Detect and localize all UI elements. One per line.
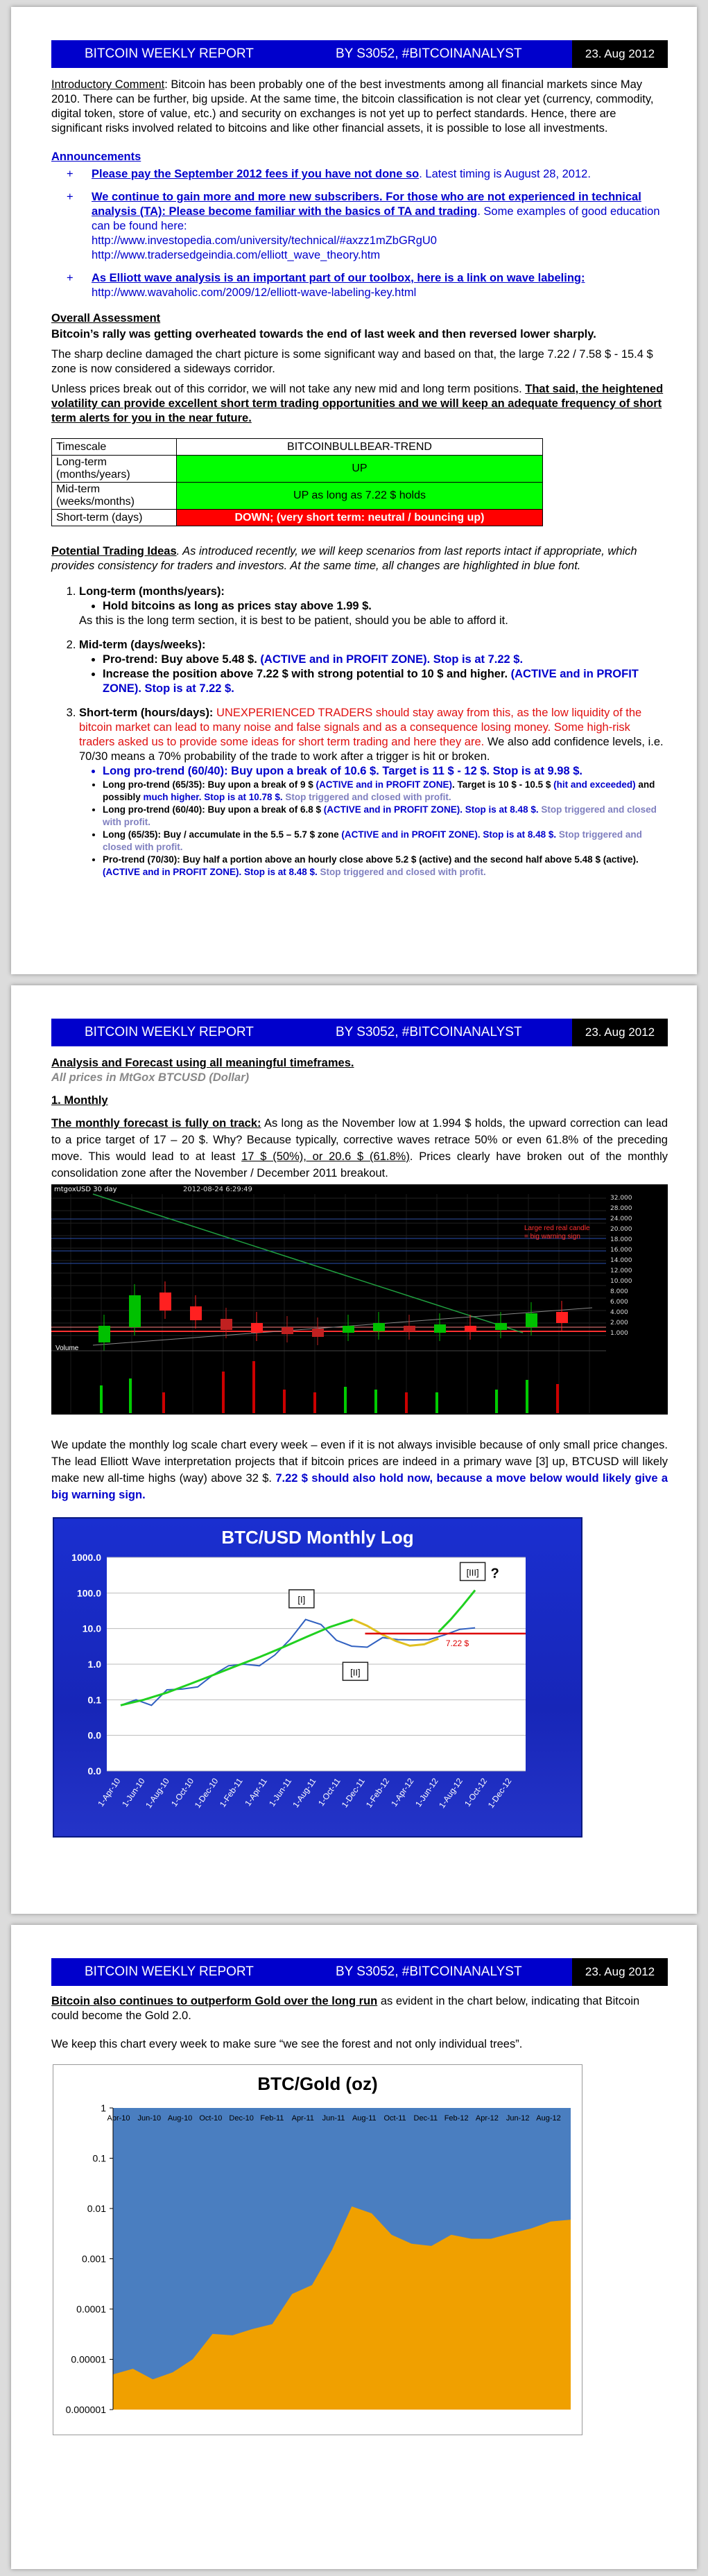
candle [343, 1326, 354, 1333]
outperform-paragraph [51, 1994, 668, 2023]
support-label: 7.22 $ [445, 1638, 469, 1648]
candle [434, 1324, 446, 1333]
announcement-text: . Latest timing is August 28, 2012. [419, 168, 591, 180]
volume-bar [313, 1392, 316, 1413]
volume-bar [526, 1380, 528, 1413]
announcement-text: . Some examples of good education can be found here: [92, 205, 660, 232]
volume-bar [435, 1392, 438, 1413]
announcement-item [67, 167, 668, 182]
intro-paragraph [51, 78, 668, 136]
y-tick-label: 0.00001 [71, 2353, 106, 2365]
wave-label: [II] [350, 1667, 361, 1678]
idea-text: Pro-trend: Buy above 5.48 $. [103, 653, 261, 666]
candle [526, 1313, 537, 1327]
idea-text: Increase the position above 7.22 $ with strong potential to 10 $ and higher. [103, 668, 511, 680]
candle [404, 1326, 415, 1331]
idea-text: Long pro-trend (65/35): Buy upon a break of 9 $ [103, 779, 316, 790]
header-title: BITCOIN WEEKLY REPORT [85, 1964, 254, 1979]
report-header [51, 1958, 668, 1986]
y-tick-label: 32.000 [610, 1195, 632, 1202]
idea-status: (ACTIVE and in PROFIT ZONE). Stop is at 8.48 $. [341, 829, 557, 840]
section-title: Short-term (hours/days): [79, 707, 217, 719]
chart-title: BTC/USD Monthly Log [221, 1527, 414, 1548]
y-tick-label: 0.0 [87, 1729, 101, 1741]
x-tick-label: 1-Feb-11 [217, 1776, 245, 1809]
update-warning: 7.22 $ should also hold now, because a move below would likely give a big warning sign. [51, 1472, 668, 1501]
x-tick-label: Feb-12 [444, 2114, 469, 2123]
volume-bar [162, 1392, 165, 1413]
trading-ideas-text: . As introduced recently, we will keep scenarios from last reports intact if appropriate, which provides consistency for traders and investors. At the same time, all changes are highlighted in blue font. [51, 545, 637, 572]
wave-label: [I] [297, 1594, 306, 1605]
announcement-link[interactable]: We continue to gain more and more new subscribers. For those who are not experienced in technical analysis (TA): Please become familiar with the basics of TA and trading [92, 191, 641, 218]
announcement-item [67, 271, 668, 300]
forest-paragraph: We keep this chart every week to make sure “we see the forest and not only individual trees”. [51, 2038, 523, 2050]
idea-text: and possibly [103, 779, 655, 802]
candle [556, 1312, 568, 1323]
y-tick-label: 8.000 [610, 1288, 628, 1295]
table-row [52, 510, 543, 526]
monthly-text: As long as the November low at 1.994 $ holds, the upward correction can lead to a price target of 17 – 20 $. Why? Because typically, corrective waves retrace 50% or even 61.8% of the preceding move. This would lead to at least [51, 1117, 668, 1163]
chart-timestamp: 2012-08-24 6:29:49 [183, 1186, 252, 1193]
y-tick-label: 12.000 [610, 1268, 632, 1274]
candle [495, 1323, 507, 1330]
x-tick-label: Jun-11 [322, 2114, 345, 2123]
overall-paragraph: The sharp decline damaged the chart picture is some significant way and based on that, the large 7.22 / 7.58 $ - 15.4 $ zone is now considered a sideways corridor. [51, 348, 653, 375]
overall-text: Unless prices break out of this corridor, we will not take any new mid and long term positions. [51, 383, 526, 395]
idea-text: Long pro-trend (60/40): Buy upon a break of 6.8 $ [103, 804, 324, 815]
x-tick-label: 1-Dec-11 [339, 1776, 367, 1810]
volume-bar [129, 1378, 132, 1413]
y-tick-label: 1000.0 [71, 1552, 101, 1563]
table-cell: Short-term (days) [52, 510, 177, 526]
volume-bar [495, 1390, 498, 1413]
idea-closed: Stop triggered and closed with profit. [282, 792, 451, 802]
x-tick-label: 1-Apr-10 [96, 1776, 123, 1808]
wave-label: [III] [466, 1567, 479, 1578]
y-tick-label: 100.0 [76, 1587, 101, 1599]
idea-item [103, 829, 668, 854]
table-header: BITCOINBULLBEAR-TREND [177, 439, 543, 456]
idea-item [103, 804, 668, 829]
trend-cell: DOWN; (very short term: neutral / bouncing up) [177, 510, 543, 526]
announcement-link[interactable]: Please pay the September 2012 fees if you have not done so [92, 168, 420, 180]
overall-assessment-title: Overall Assessment [51, 312, 161, 325]
report-header [51, 40, 668, 68]
volume-bar [100, 1385, 103, 1413]
question-mark: ? [490, 1566, 499, 1582]
monthly-targets: 17 $ (50%), or 20.6 $ (61.8%) [241, 1150, 410, 1163]
idea-status: (ACTIVE and in PROFIT ZONE). Stop is at 7.22 $. [103, 668, 639, 695]
idea-closed: Stop triggered and closed with profit. [103, 804, 657, 827]
report-header [51, 1019, 668, 1046]
intro-text: : Bitcoin has been probably one of the best investments among all financial markets since May 2010. There can be further, big upside. At the same time, the bitcoin classification is not clear yet (currency, commodity, digital token, store of value, etc.) and security on exchanges is not yet up to perfect standards. Hence, there are significant risks involved related to bitcoins and like other financial assets, it is possible to lose all investments. [51, 78, 654, 135]
log-chart-svg [54, 1519, 581, 1836]
update-paragraph [51, 1437, 668, 1503]
long-term-section [79, 585, 668, 628]
table-cell: Long-term (months/years) [52, 456, 177, 483]
section-note: As this is the long term section, it is best to be patient, should you be able to afford it. [79, 614, 508, 627]
x-tick-label: 1-Jun-11 [267, 1776, 294, 1808]
chart-title: BTC/Gold (oz) [257, 2073, 378, 2094]
idea-item: • Long pro-trend (60/40): Buy upon a break of 10.6 $. Target is 11 $ - 12 $. Stop is at 9.98 $. [103, 764, 668, 779]
y-tick-label: 0.1 [92, 2152, 106, 2164]
analysis-subtitle: All prices in MtGox BTCUSD (Dollar) [51, 1071, 250, 1084]
x-tick-label: Jun-12 [506, 2114, 530, 2123]
header-author: BY S3052, #BITCOINANALYST [336, 46, 522, 61]
idea-item [103, 667, 668, 696]
warning-text: UNEXPERIENCED TRADERS should stay away from this, as the low liquidity of the bitcoin market can lead to many noise and false signals and as a consequence losing money. Some high-risk traders asked us to provide some ideas for short term trading and here they are. [79, 707, 642, 748]
y-tick-label: 20.000 [610, 1226, 632, 1233]
header-date: 23. Aug 2012 [572, 1958, 668, 1986]
short-term-section [79, 706, 668, 879]
analysis-title: Analysis and Forecast using all meaningful timeframes. [51, 1057, 354, 1069]
section-note: We also add confidence levels, i.e. 70/30 means a 70% probability of the trade to work after a trigger is hit or broken. [79, 736, 664, 763]
volume-bar [252, 1361, 255, 1413]
x-tick-label: Apr-12 [475, 2114, 499, 2123]
overall-paragraph [51, 382, 668, 426]
idea-item: • Hold bitcoins as long as prices stay above 1.99 $. [103, 599, 668, 614]
idea-status: (hit and exceeded) [553, 779, 636, 790]
intro-label: Introductory Comment [51, 78, 165, 91]
x-tick-label: Apr-10 [107, 2114, 130, 2123]
section-title: Mid-term (days/weeks): [79, 639, 206, 651]
idea-status: (ACTIVE and in PROFIT ZONE) [316, 779, 453, 790]
y-tick-label: 14.000 [610, 1257, 632, 1264]
idea-text: Pro-trend (70/30): Buy half a portion above an hourly close above 5.2 $ (active) and the second half above 5.48 $ (active). [103, 854, 639, 865]
table-header: Timescale [52, 439, 177, 456]
idea-closed: Stop triggered and closed with profit. [317, 867, 486, 877]
x-tick-label: Apr-11 [291, 2114, 314, 2123]
x-tick-label: 1-Oct-11 [316, 1776, 343, 1808]
volume-bar [405, 1392, 408, 1413]
x-tick-label: 1-Apr-12 [389, 1776, 416, 1808]
table-row [52, 483, 543, 510]
volume-bar [283, 1390, 286, 1413]
idea-item [103, 652, 668, 667]
x-tick-label: Oct-11 [383, 2114, 406, 2123]
x-tick-label: 1-Oct-12 [462, 1776, 490, 1808]
btcgold-chart-svg [53, 2065, 582, 2435]
x-tick-label: Aug-11 [352, 2114, 377, 2123]
monthly-lead: The monthly forecast is fully on track: [51, 1117, 261, 1130]
trading-ideas-intro [51, 544, 668, 573]
candlestick-svg [51, 1184, 668, 1426]
candle [251, 1323, 263, 1333]
x-tick-label: Dec-11 [413, 2114, 438, 2123]
table-header-row [52, 439, 543, 456]
idea-item [103, 854, 668, 879]
section-title: Long-term (months/years): [79, 585, 225, 598]
y-tick-label: 28.000 [610, 1205, 632, 1212]
wave-labeling-link[interactable]: http://www.wavaholic.com/2009/12/elliott-wave-labeling-key.html [92, 286, 417, 299]
announcement-link[interactable]: As Elliott wave analysis is an important part of our toolbox, here is a link on wave labeling: [92, 272, 585, 284]
trading-ideas-list [79, 585, 668, 879]
warning-annotation: Large red real candle [524, 1225, 590, 1232]
report-page-3 [11, 1925, 697, 2569]
x-tick-label: Oct-10 [199, 2114, 223, 2123]
education-link[interactable]: http://www.tradersedgeindia.com/elliott_wave_theory.htm [92, 249, 381, 261]
trend-table [51, 438, 543, 526]
x-tick-label: 1-Aug-12 [437, 1776, 465, 1810]
candle [98, 1326, 110, 1342]
y-tick-label: 2.000 [610, 1320, 628, 1326]
overall-headline: Bitcoin’s rally was getting overheated towards the end of last week and then reversed lower sharply. [51, 328, 596, 340]
warning-annotation: = big warning sign [524, 1233, 580, 1241]
y-tick-label: 18.000 [610, 1236, 632, 1243]
y-tick-label: 0.000001 [65, 2404, 106, 2415]
table-cell: Mid-term (weeks/months) [52, 483, 177, 510]
idea-text: . Target is 10 $ - 10.5 $ [452, 779, 554, 790]
update-text: We update the monthly log scale chart every week – even if it is not always invisible because of only small price changes. The lead Elliott Wave interpretation projects that if bitcoin prices are indeed in a primary wave [3] up, BTCUSD will likely make new all-time highs (way) above 32 $. [51, 1439, 668, 1485]
volume-label: Volume [55, 1345, 79, 1352]
trend-cell: UP as long as 7.22 $ holds [177, 483, 543, 510]
trading-ideas-title: Potential Trading Ideas [51, 545, 177, 557]
y-tick-label: 1 [101, 2102, 106, 2113]
x-tick-label: Jun-10 [137, 2114, 162, 2123]
y-tick-label: 4.000 [610, 1309, 628, 1316]
volume-bar [222, 1372, 225, 1413]
volume-bar [374, 1390, 377, 1413]
idea-status: (ACTIVE and in PROFIT ZONE). Stop is at 7.22 $. [260, 653, 524, 666]
y-tick-label: 6.000 [610, 1299, 628, 1306]
x-tick-label: 1-Jun-10 [120, 1776, 147, 1809]
y-tick-label: 24.000 [610, 1216, 632, 1222]
idea-text: Long (65/35): Buy / accumulate in the 5.5 – 5.7 $ zone [103, 829, 342, 840]
x-tick-label: Aug-10 [167, 2114, 193, 2123]
mid-term-section [79, 638, 668, 696]
x-tick-label: 1-Apr-11 [243, 1776, 269, 1808]
idea-item [103, 779, 668, 804]
y-tick-label: 10.0 [82, 1623, 101, 1634]
y-tick-label: 1.0 [87, 1659, 101, 1670]
y-tick-label: 0.0001 [76, 2303, 106, 2315]
y-tick-label: 16.000 [610, 1247, 632, 1254]
table-row [52, 456, 543, 483]
education-link[interactable]: http://www.investopedia.com/university/technical/#axzz1mZbGRgU0 [92, 234, 437, 247]
x-tick-label: Dec-10 [229, 2114, 254, 2123]
x-tick-label: 1-Aug-11 [291, 1776, 318, 1810]
y-tick-label: 0.001 [81, 2253, 106, 2265]
y-tick-label: 0.01 [87, 2203, 106, 2214]
x-tick-label: 1-Aug-10 [144, 1776, 171, 1810]
x-tick-label: Feb-11 [260, 2114, 284, 2123]
y-tick-label: 10.000 [610, 1278, 632, 1285]
announcements-title: Announcements [51, 150, 141, 163]
x-tick-label: 1-Oct-10 [169, 1776, 196, 1808]
monthly-candlestick-chart [51, 1184, 668, 1426]
volume-bar [556, 1384, 559, 1413]
idea-status: (ACTIVE and in PROFIT ZONE). Stop is at 8.48 $. [323, 804, 539, 815]
x-tick-label: 1-Dec-10 [192, 1776, 221, 1810]
btcusd-log-chart [53, 1517, 582, 1838]
x-tick-label: Aug-12 [536, 2114, 561, 2123]
header-date: 23. Aug 2012 [572, 40, 668, 68]
x-tick-label: 1-Dec-12 [485, 1776, 514, 1810]
header-title: BITCOIN WEEKLY REPORT [85, 46, 254, 61]
overall-emphasis: That said, the heightened volatility can provide excellent short term trading opportunities and we will keep an adequate frequency of short term alerts for you in the near future. [51, 383, 664, 424]
y-tick-label: 0.0 [87, 1765, 101, 1777]
y-tick-label: 0.1 [87, 1694, 101, 1706]
idea-closed: Stop triggered and closed with profit. [103, 829, 642, 852]
header-title: BITCOIN WEEKLY REPORT [85, 1025, 254, 1039]
candle [159, 1293, 171, 1311]
header-date: 23. Aug 2012 [572, 1019, 668, 1046]
announcement-item [67, 190, 668, 263]
y-tick-label: 1.000 [610, 1330, 628, 1337]
candle [373, 1323, 385, 1331]
outperform-lead: Bitcoin also continues to outperform Gold over the long run [51, 1995, 378, 2007]
announcements-list [67, 167, 668, 300]
x-tick-label: 1-Feb-12 [363, 1776, 392, 1810]
btcgold-chart [53, 2064, 582, 2435]
idea-status: (ACTIVE and in PROFIT ZONE). Stop is at 8.48 $. [103, 867, 318, 877]
report-page-1 [11, 7, 697, 974]
volume-bar [344, 1387, 347, 1413]
candle [190, 1306, 202, 1320]
candle [282, 1327, 293, 1334]
idea-status: much higher. Stop is at 10.78 $. [143, 792, 283, 802]
trend-cell: UP [177, 456, 543, 483]
x-axis-panel [51, 1415, 668, 1426]
chart-header-label: mtgoxUSD 30 day [54, 1186, 117, 1193]
x-tick-label: 1-Jun-12 [413, 1776, 440, 1809]
candle [221, 1319, 232, 1330]
header-author: BY S3052, #BITCOINANALYST [336, 1964, 522, 1979]
report-page-2 [11, 985, 697, 1914]
candle [465, 1326, 476, 1331]
candle [129, 1295, 141, 1327]
monthly-title: 1. Monthly [51, 1094, 108, 1107]
header-author: BY S3052, #BITCOINANALYST [336, 1025, 522, 1039]
outperform-text: as evident in the chart below, indicating that Bitcoin could become the Gold 2.0. [51, 1995, 640, 2022]
monthly-paragraph [51, 1115, 668, 1182]
candle [312, 1329, 324, 1337]
monthly-text: . Prices clearly have broken out of the monthly consolidation zone after the November / December 2011 breakout. [51, 1150, 668, 1179]
